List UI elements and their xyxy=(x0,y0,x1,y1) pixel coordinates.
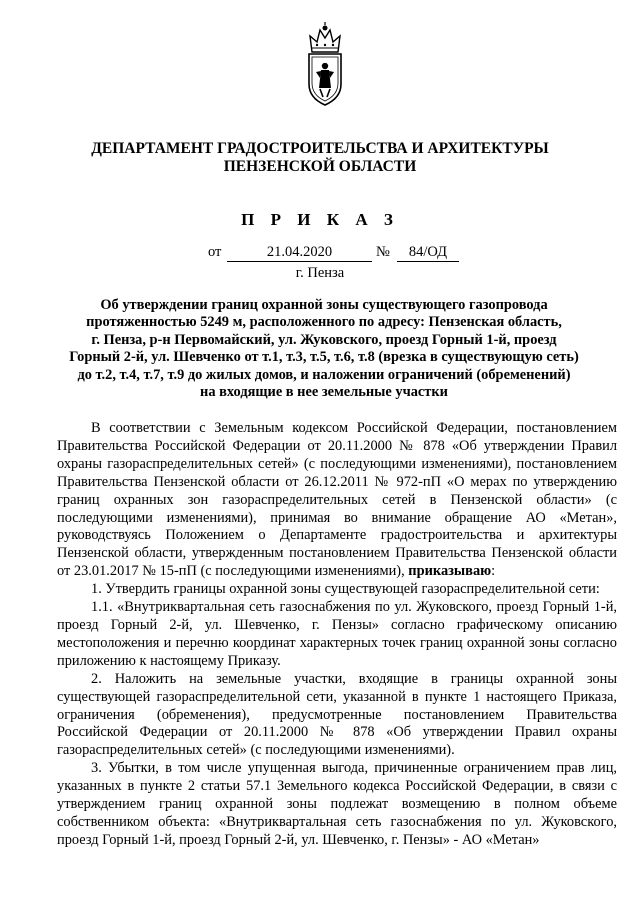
subject-line: на входящие в нее земельные участки xyxy=(200,384,448,401)
order-number: 84/ОД xyxy=(397,244,459,262)
date-number-line xyxy=(0,244,640,262)
department-name-line2: ПЕНЗЕНСКОЙ ОБЛАСТИ xyxy=(223,158,417,175)
penza-coat-of-arms-icon xyxy=(302,22,348,108)
department-name-line1: ДЕПАРТАМЕНТ ГРАДОСТРОИТЕЛЬСТВА И АРХИТЕКТУРЫ xyxy=(91,140,549,157)
item-3-paragraph: 3. Убытки, в том числе упущенная выгода, причиненные ограничением прав лиц, указанных в пункте 2 статьи 57.1 Земельного кодекса Российской Федерации, в связи с утверждением границ охранной зоны подлежат возмещению в полном объеме собственником объекта: «Внутриквартальная сеть газоснабжения по ул. Жуковского, проезд Горный 1-й, проезд Горный 2-й, ул. Шевченко, г. Пензы» - АО «Метан» xyxy=(57,760,617,848)
order-word-suffix: : xyxy=(491,563,496,580)
order-date: 21.04.2020 xyxy=(227,244,372,262)
item-2-paragraph: 2. Наложить на земельные участки, входящие в границы охранной зоны существующей газораспределительной сети, указанной в пункте 1 настоящего Приказа, ограничения (обременения), предусмотренные постановлением Правительства Российской Федерации от 20.11.2000 № 878 «Об утверждении Правил охраны газораспределительных сетей» (с последующими изменениями). xyxy=(57,670,617,759)
order-subject xyxy=(64,297,584,401)
subject-line: г. Пенза, р-н Первомайский, ул. Жуковского, проезд Горный 1-й, проезд xyxy=(91,331,557,348)
item-1-paragraph: 1. Утвердить границы охранной зоны существующей газораспределительной сети: xyxy=(91,581,600,598)
subject-line: протяженностью 5249 м, расположенного по адресу: Пензенская область, xyxy=(86,314,562,331)
order-body xyxy=(57,420,617,850)
document-type-title: П Р И К А З xyxy=(241,210,399,229)
subject-line: до т.2, т.4, т.7, т.9 до жилых домов, и наложении ограничений (обременений) xyxy=(77,366,571,383)
preamble-text: В соответствии с Земельным кодексом Российской Федерации, постановлением Правительства Российской Федерации от 20.11.2000 № 878 «Об утверждении Правил охраны газораспределительных сетей» (с последующими изменениями), постановлением Правительства Пензенской области от 26.12.2011 № 972-пП «О мерах по утверждению границ охранных зон газораспределительных сетей в Пензенской области» (с последующими изменениями), принимая во внимание обращение АО «Метан», руководствуясь Положением о Департаменте градостроительства и архитектуры Пензенской области, утвержденным постановлением Правительства Пензенской области от 23.01.2017 № 15-пП (с последующими изменениями), xyxy=(57,420,617,580)
subject-line: Горный 2-й, ул. Шевченко от т.1, т.3, т.5, т.6, т.8 (врезка в существующую сеть) xyxy=(69,349,579,366)
number-prefix: № xyxy=(376,244,390,260)
subject-line: Об утверждении границ охранной зоны существующего газопровода xyxy=(100,297,548,313)
item-1-1-paragraph: 1.1. «Внутриквартальная сеть газоснабжения по ул. Жуковского, проезд Горный 1-й, проезд Горный 2-й, ул. Шевченко, г. Пензы» согласно графическому описанию местоположения и перечню координат характерных точек границ охранной зоны согласно приложению к настоящему Приказу. xyxy=(57,599,617,669)
preamble-paragraph xyxy=(57,420,617,581)
date-prefix: от xyxy=(208,244,222,260)
order-word: приказываю xyxy=(408,563,492,580)
city-name: г. Пенза xyxy=(295,265,345,281)
